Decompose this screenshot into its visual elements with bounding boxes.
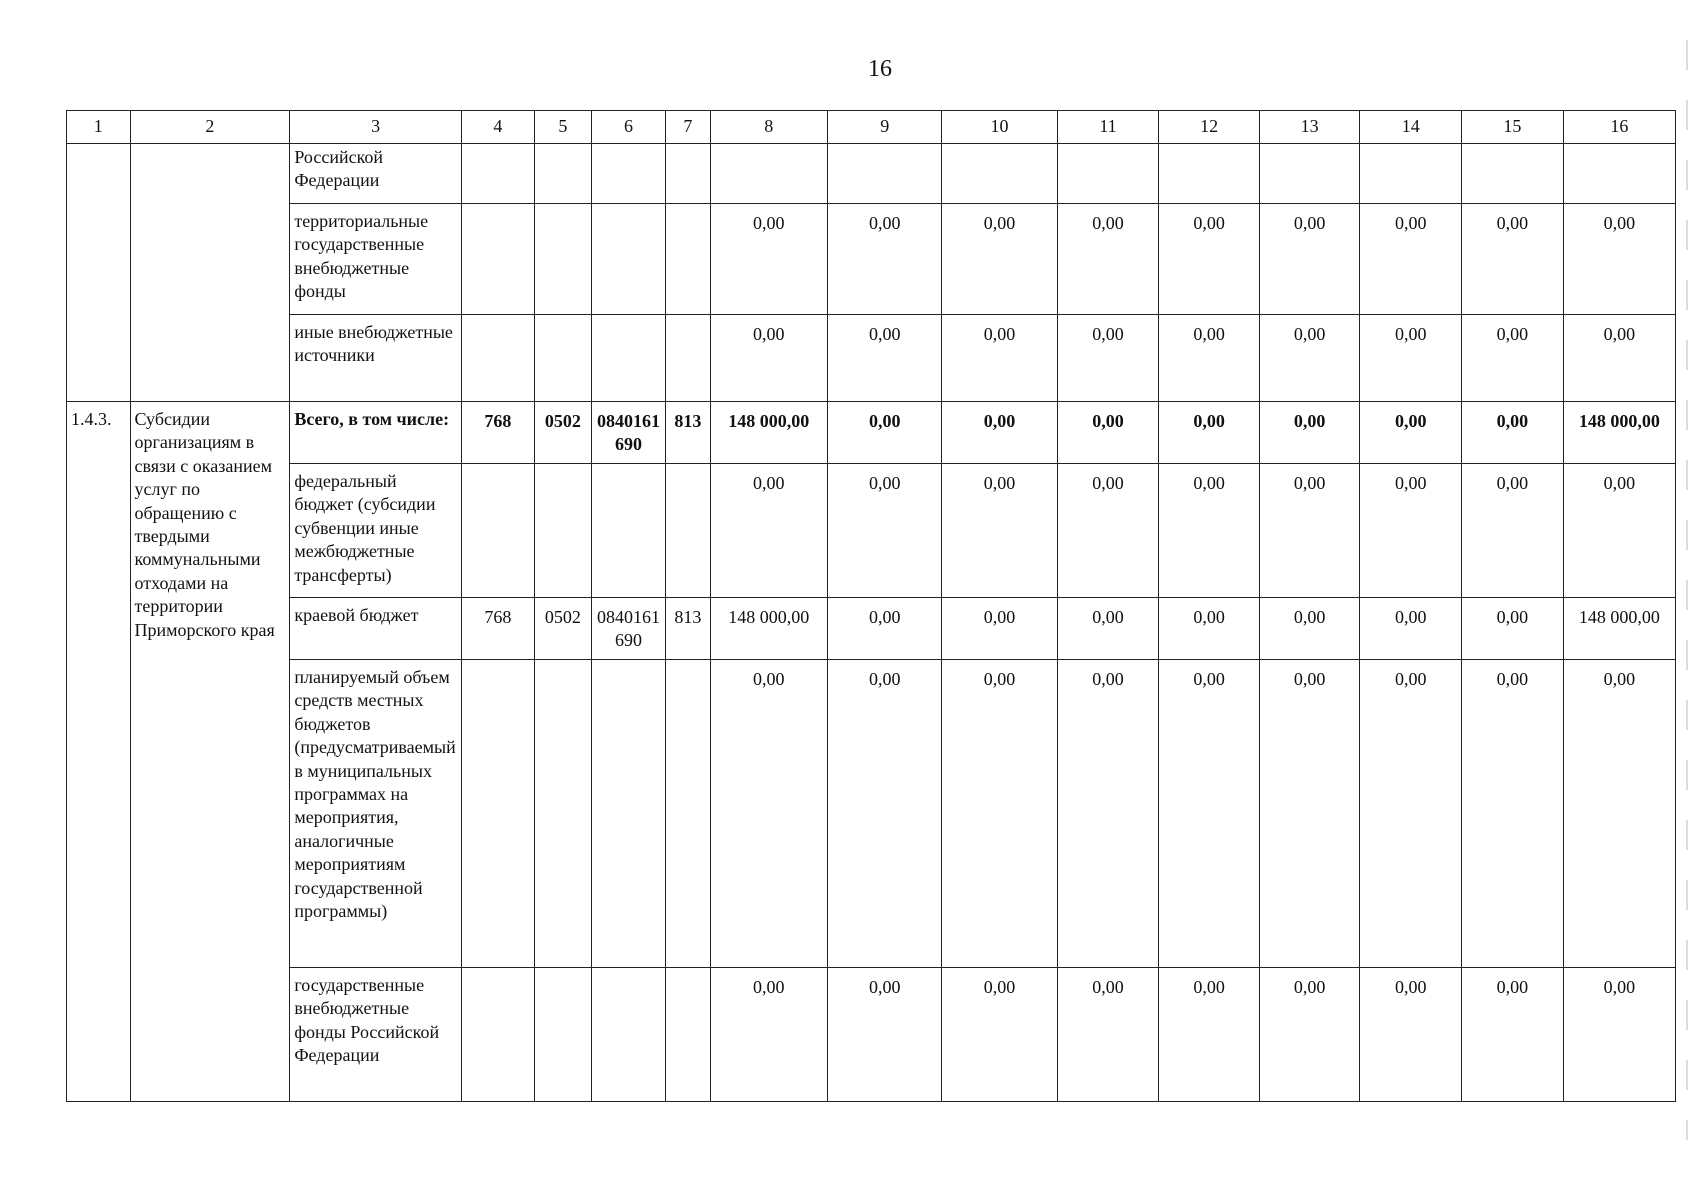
table-row xyxy=(67,598,1676,660)
value-cell: 0,00 xyxy=(1057,598,1159,660)
value-cell: 0,00 xyxy=(1159,660,1260,968)
item-name: Субсидии организациям в связи с оказанием услуг по обращению с твердыми коммунальными отходами на территории Приморского края xyxy=(130,402,290,1102)
value-cell: 0,00 xyxy=(828,660,942,968)
source-label: иные внебюджетные источники xyxy=(290,315,461,402)
scan-edge-artifact xyxy=(1686,40,1688,1140)
value-cell: 0,00 xyxy=(828,402,942,464)
table-row xyxy=(67,144,1676,204)
value-cell: 0,00 xyxy=(1159,598,1260,660)
value-cell: 0,00 xyxy=(942,660,1057,968)
value-cell: 0,00 xyxy=(942,315,1057,402)
value-cell: 0,00 xyxy=(942,968,1057,1102)
source-label: территориальные государственные внебюджетные фонды xyxy=(290,204,461,315)
source-label: государственные внебюджетные фонды Российской Федерации xyxy=(290,968,461,1102)
value-cell: 0,00 xyxy=(1462,598,1564,660)
header-cell: 2 xyxy=(130,111,290,144)
value-cell: 148 000,00 xyxy=(1563,598,1675,660)
value-cell: 0,00 xyxy=(1057,464,1159,598)
code-cell: 0502 xyxy=(534,402,591,464)
value-cell: 0,00 xyxy=(1159,968,1260,1102)
value-cell: 0,00 xyxy=(1057,315,1159,402)
empty-name-cell xyxy=(130,144,290,402)
code-cell: 768 xyxy=(461,402,534,464)
value-cell: 0,00 xyxy=(828,598,942,660)
value-cell: 0,00 xyxy=(1057,402,1159,464)
page-number: 16 xyxy=(868,56,892,82)
header-cell: 6 xyxy=(592,111,666,144)
value-cell: 0,00 xyxy=(1360,660,1462,968)
value-cell: 0,00 xyxy=(710,315,827,402)
value-cell: 0,00 xyxy=(710,204,827,315)
header-cell: 7 xyxy=(666,111,710,144)
value-cell: 0,00 xyxy=(1259,660,1360,968)
code-cell: 813 xyxy=(666,598,710,660)
source-label: Всего, в том числе: xyxy=(290,402,461,464)
value-cell: 0,00 xyxy=(1462,402,1564,464)
value-cell: 0,00 xyxy=(1159,464,1260,598)
table-row xyxy=(67,204,1676,315)
header-cell: 8 xyxy=(710,111,827,144)
code-cell: 813 xyxy=(666,402,710,464)
value-cell: 0,00 xyxy=(1462,315,1564,402)
code-cell: 0840161690 xyxy=(592,598,666,660)
value-cell: 0,00 xyxy=(828,315,942,402)
header-cell: 5 xyxy=(534,111,591,144)
value-cell: 0,00 xyxy=(1563,968,1675,1102)
value-cell: 0,00 xyxy=(1360,968,1462,1102)
value-cell: 0,00 xyxy=(1360,402,1462,464)
value-cell: 0,00 xyxy=(942,402,1057,464)
header-cell: 12 xyxy=(1159,111,1260,144)
value-cell: 0,00 xyxy=(1259,464,1360,598)
item-number: 1.4.3. xyxy=(67,402,131,1102)
value-cell: 0,00 xyxy=(942,464,1057,598)
value-cell: 0,00 xyxy=(1360,204,1462,315)
value-cell: 0,00 xyxy=(710,968,827,1102)
value-cell: 0,00 xyxy=(1563,204,1675,315)
header-cell: 16 xyxy=(1563,111,1675,144)
source-label: федеральный бюджет (субсидии субвенции иные межбюджетные трансферты) xyxy=(290,464,461,598)
value-cell: 0,00 xyxy=(1462,204,1564,315)
table-row xyxy=(67,968,1676,1102)
value-cell: 0,00 xyxy=(1057,968,1159,1102)
value-cell: 0,00 xyxy=(1159,315,1260,402)
code-cell: 768 xyxy=(461,598,534,660)
value-cell: 0,00 xyxy=(1259,204,1360,315)
value-cell: 0,00 xyxy=(1259,402,1360,464)
header-cell: 13 xyxy=(1259,111,1360,144)
value-cell: 0,00 xyxy=(1057,204,1159,315)
value-cell: 0,00 xyxy=(1462,968,1564,1102)
code-cell: 0502 xyxy=(534,598,591,660)
table-row-total xyxy=(67,402,1676,464)
header-cell: 15 xyxy=(1462,111,1564,144)
header-cell: 14 xyxy=(1360,111,1462,144)
header-cell: 10 xyxy=(942,111,1057,144)
header-cell: 4 xyxy=(461,111,534,144)
empty-number-cell xyxy=(67,144,131,402)
value-cell: 0,00 xyxy=(1259,315,1360,402)
table-row xyxy=(67,660,1676,968)
value-cell: 0,00 xyxy=(1462,464,1564,598)
value-cell: 0,00 xyxy=(710,464,827,598)
value-cell: 0,00 xyxy=(1563,315,1675,402)
value-cell: 0,00 xyxy=(1057,660,1159,968)
value-cell: 148 000,00 xyxy=(1563,402,1675,464)
table-header-row xyxy=(67,111,1676,144)
value-cell: 0,00 xyxy=(828,968,942,1102)
value-cell: 0,00 xyxy=(1563,464,1675,598)
header-cell: 11 xyxy=(1057,111,1159,144)
value-cell: 0,00 xyxy=(828,464,942,598)
source-label: планируемый объем средств местных бюджетов (предусматриваемый в муниципальных программах на мероприятия, аналогичные мероприятиям государственной программы) xyxy=(290,660,461,968)
value-cell: 0,00 xyxy=(1462,660,1564,968)
source-label: Российской Федерации xyxy=(290,144,461,204)
value-cell: 0,00 xyxy=(1159,204,1260,315)
source-label: краевой бюджет xyxy=(290,598,461,660)
header-cell: 9 xyxy=(828,111,942,144)
value-cell: 0,00 xyxy=(942,204,1057,315)
value-cell: 0,00 xyxy=(828,204,942,315)
budget-table xyxy=(66,110,1676,1102)
value-cell: 0,00 xyxy=(1563,660,1675,968)
header-cell: 1 xyxy=(67,111,131,144)
code-cell: 0840161690 xyxy=(592,402,666,464)
value-cell: 0,00 xyxy=(942,598,1057,660)
value-cell: 0,00 xyxy=(1360,315,1462,402)
header-cell: 3 xyxy=(290,111,461,144)
value-cell: 0,00 xyxy=(710,660,827,968)
value-cell: 148 000,00 xyxy=(710,402,827,464)
value-cell: 0,00 xyxy=(1259,598,1360,660)
value-cell: 148 000,00 xyxy=(710,598,827,660)
table-row xyxy=(67,464,1676,598)
value-cell: 0,00 xyxy=(1360,598,1462,660)
table-row xyxy=(67,315,1676,402)
value-cell: 0,00 xyxy=(1360,464,1462,598)
value-cell: 0,00 xyxy=(1259,968,1360,1102)
value-cell: 0,00 xyxy=(1159,402,1260,464)
